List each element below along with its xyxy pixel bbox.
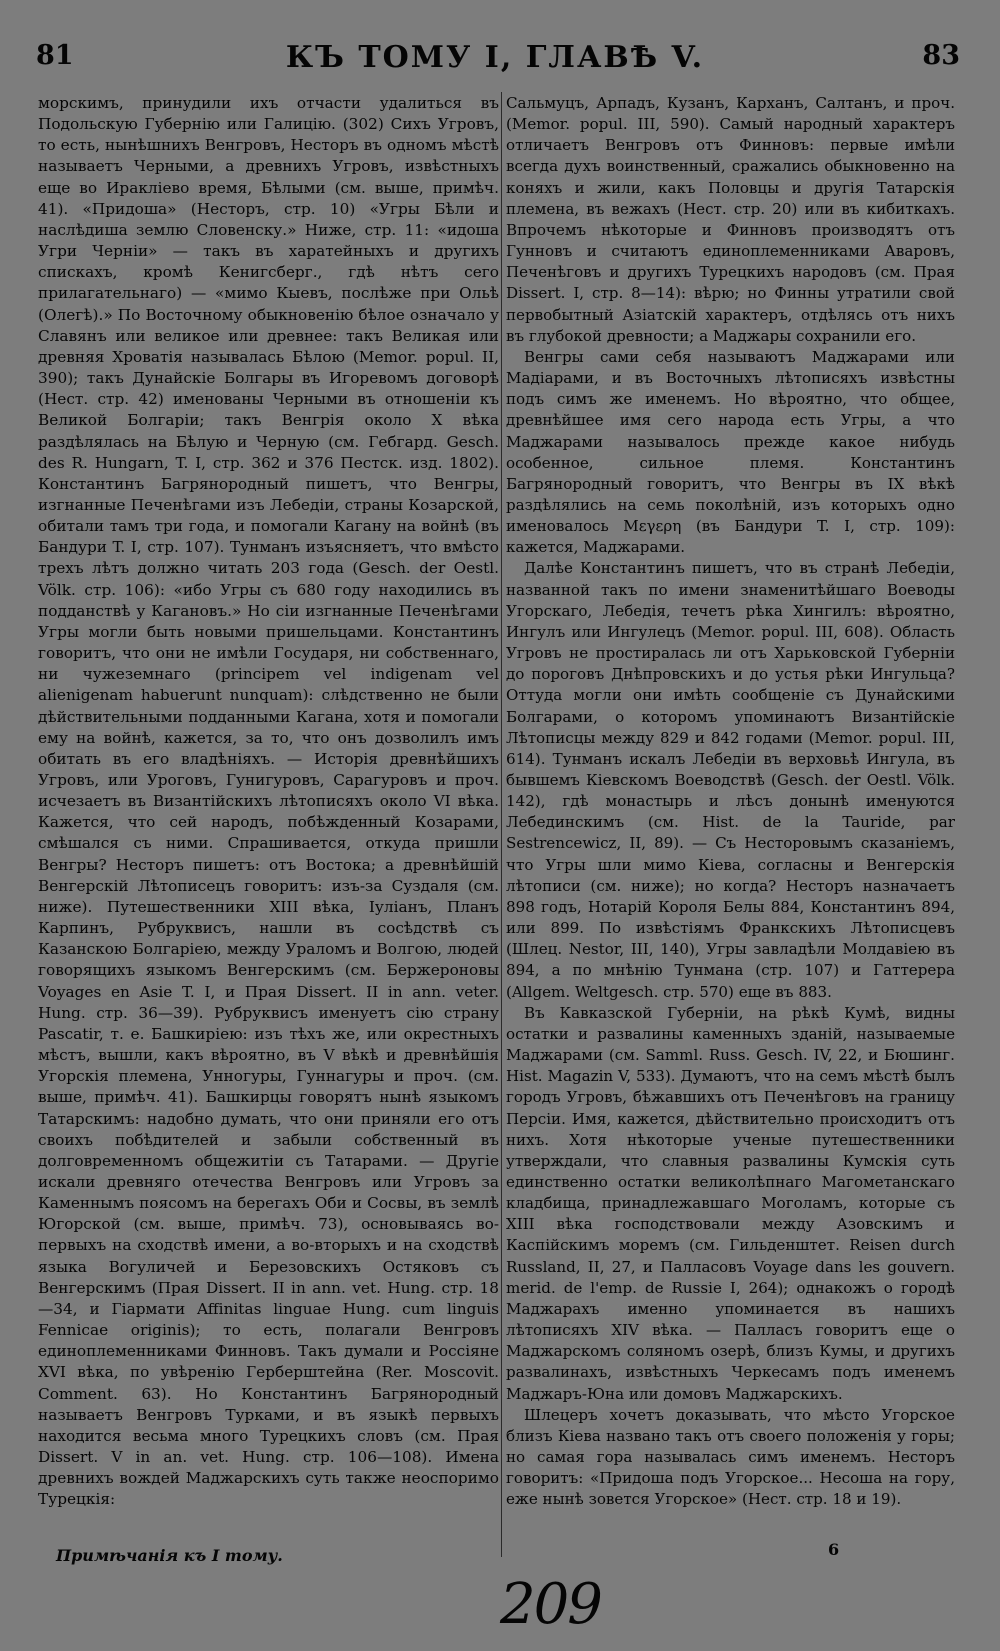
right-paragraph-4: Въ Кавказской Губерніи, на рѣкѣ Кумѣ, видны остатки и развалины каменныхъ зданій, называемые Маджарами (см. Samml. Russ. Gesch. IV, 22, и Бюшинг. Hist. Magazin V, 533). Думаютъ, что на семъ мѣстѣ былъ городъ Угровъ, бѣжавшихъ отъ Печенѣговъ на границу Персіи. Имя, кажется, дѣйствительно происходитъ отъ нихъ. Хотя нѣкоторые ученые путешественники утверждали, что славныя развалины Кумскія суть единственно остатки великолѣпнаго Магометанскаго кладбища, принадлежавшаго Моголамъ, которые съ XIII вѣка господствовали между Азовскимъ и Каспійскимъ моремъ (см. Гильденштет. Reisen durch Russland, II, 27, и Палласовъ Voyage dans les gouvern. merid. de l'emp. de Russie I, 264); однакожъ о городѣ Маджарахъ именно упоминается въ нашихъ лѣтописяхъ XIV вѣка. — Палласъ говоритъ еще о Маджарскомъ соляномъ озерѣ, близъ Кумы, и другихъ развалинахъ, извѣстныхъ Черкесамъ подъ именемъ Маджаръ-Юна или домовъ Маджарскихъ. <box>506 1003 955 1403</box>
page-number-left: 81 <box>36 40 74 71</box>
page-number-right: 83 <box>922 40 960 71</box>
left-column <box>38 93 499 1510</box>
footer-note: Примѣчанія къ I тому. <box>56 1546 283 1565</box>
right-paragraph-3: Далѣе Константинъ пишетъ, что въ странѣ Лебедіи, названной такъ по имени знаменитѣйшаго Воеводы Угорскаго, Лебедія, течетъ рѣка Хингилъ: вѣроятно, Ингулъ или Ингулецъ (Memor. popul. III, 608). Область Угровъ не простиралась ли отъ Харьковской Губерніи до пороговъ Днѣпровскихъ и до устья рѣки Ингульца? Оттуда могли они имѣть сообщеніе съ Дунайскими Болгарами, о которомъ упоминаютъ Византійскіе Лѣтописцы между 829 и 842 годами (Memor. popul. III, 614). Тунманъ искалъ Лебедіи въ верховьѣ Ингула, въ бывшемъ Кіевскомъ Воеводствѣ (Gesch. der Oestl. Völk. 142), гдѣ монастырь и лѣсъ донынѣ именуются Лебединскимъ (см. Hist. de la Tauride, par Sestrencewicz, II, 89). — Съ Несторовымъ сказаніемъ, что Угры шли мимо Кіева, согласны и Венгерскія лѣтописи (см. ниже); но когда? Несторъ назначаетъ 898 годъ, Нотарій Короля Белы 884, Константинъ 894, или 899. По извѣстіямъ Франкскихъ Лѣтописцевъ (Шлец. Nestor, III, 140), Угры завладѣли Молдавіею въ 894, а по мнѣнію Тунмана (стр. 107) и Гаттерера (Allgem. Weltgesch. стр. 570) еще въ 883. <box>506 559 955 1001</box>
left-column-text: морскимъ, принудили ихъ отчасти удалиться въ Подольскую Губернію или Галицію. (302) Сихъ Угровъ, то есть, нынѣшнихъ Венгровъ, Несторъ въ одномъ мѣстѣ называетъ Черными, а древнихъ Угровъ, извѣстныхъ еще во Иракліево время, Бѣлыми (см. выше, примѣч. 41). «Придоша» (Несторъ, стр. 10) «Угры Бѣли и наслѣдиша землю Словенску.» Ниже, стр. 11: «идоша Угри Черніи» — такъ въ харатейныхъ и другихъ спискахъ, кромѣ Кенигсберг., гдѣ нѣтъ сего прилагательнаго) — «мимо Кыевъ, послѣже при Ольѣ (Олегѣ).» По Восточному обыкновенію бѣлое означало у Славянъ или великое или древнее: такъ Великая или древняя Хроватія называлась Бѣлою (Memor. popul. II, 390); такъ Дунайскіе Болгары въ Игоревомъ договорѣ (Нест. стр. 42) именованы Черными въ отношеніи къ Великой Болгаріи; такъ Венгрія около X вѣка раздѣлялась на Бѣлую и Черную (см. Гебгард. Gesch. des R. Hungarn, T. I, стр. 362 и 376 Пестск. изд. 1802). Константинъ Багрянородный пишетъ, что Венгры, изгнанные Печенѣгами изъ Лебедіи, страны Козарской, обитали тамъ три года, и помогали Кагану на войнѣ (въ Бандури T. I, стр. 107). Тунманъ изъясняетъ, что вмѣсто трехъ лѣтъ должно читать 203 года (Gesch. der Oestl. Völk. стр. 106): «ибо Угры съ 680 году находились въ подданствѣ у Кагановъ.» Но сіи изгнанные Печенѣгами Угры могли быть новыми пришельцами. Константинъ говоритъ, что они не имѣли Государя, ни собственнаго, ни чужеземнаго (principem vel indigenam vel alienigenam habuerunt nunquam): слѣдственно не были дѣйствительными подданными Кагана, хотя и помогали ему на войнѣ, кажется, за то, что онъ дозволилъ имъ обитать въ его владѣніяхъ. — Исторія древнѣйшихъ Угровъ, или Уроговъ, Гунигуровъ, Сарагуровъ и проч. исчезаетъ въ Византійскихъ лѣтописяхъ около VI вѣка. Кажется, что сей народъ, побѣжденный Козарами, смѣшался съ ними. Спрашивается, откуда пришли Венгры? Несторъ пишетъ: отъ Востока; а древнѣйшій Венгерскій Лѣтописецъ говоритъ: изъ-за Суздаля (см. ниже). Путешественники XIII вѣка, Іуліанъ, Планъ Карпинъ, Рубруквисъ, нашли въ сосѣдствѣ съ Казанскою Болгаріею, между Ураломъ и Волгою, людей говорящихъ языкомъ Венгерскимъ (см. Бержероновы Voyages en Asie T. I, и Прая Dissert. II in ann. veter. Hung. стр. 36—39). Рубруквисъ именуетъ сію страну Pascatir, т. е. Башкиріею: изъ тѣхъ же, или окрестныхъ мѣстъ, вышли, какъ вѣроятно, въ V вѣкѣ и древнѣйшія Угорскія племена, Унногуры, Гуннагуры и проч. (см. выше, примѣч. 41). Башкирцы говорятъ нынѣ языкомъ Татарскимъ: надобно думать, что они приняли его отъ своихъ побѣдителей и забыли собственный въ долговременномъ общежитіи съ Татарами. — Другіе искали древняго отечества Венгровъ или Угровъ за Каменнымъ поясомъ на берегахъ Оби и Сосвы, въ землѣ Югорской (см. выше, примѣч. 73), основываясь во-первыхъ на сходствѣ имени, а во-вторыхъ и на сходствѣ языка Вогуличей и Березовскихъ Остяковъ съ Венгерскимъ (Прая Dissert. II in ann. vet. Hung. стр. 18—34, и Гіармати Affinitas linguae Hung. cum linguis Fennicae originis); то есть, полагали Венгровъ единоплеменниками Финновъ. Такъ думали и Россіяне XVI вѣка, по увѣренію Герберштейна (Rer. Moscovit. Comment. 63). Но Константинъ Багрянородный называетъ Венгровъ Турками, и въ языкѣ первыхъ находится весьма много Турецкихъ словъ (см. Прая Dissert. V in an. vet. Hung. стр. 106—108). Имена древнихъ вождей Маджарскихъ суть также неоспоримо Турецкія: <box>38 94 499 1509</box>
right-paragraph-5: Шлецеръ хочетъ доказывать, что мѣсто Угорское близъ Кіева названо такъ отъ своего положенія у горы; но самая гора называлась симъ именемъ. Несторъ говоритъ: «Придоша подъ Угорское... Несоша на гору, еже нынѣ зовется Угорское» (Нест. стр. 18 и 19). <box>506 1405 955 1509</box>
page-header <box>30 40 960 80</box>
signature-mark: 6 <box>828 1540 840 1559</box>
handwritten-page-number: 209 <box>500 1572 601 1637</box>
right-paragraph-1: Сальмуцъ, Арпадъ, Кузанъ, Карханъ, Салтанъ, и проч. (Memor. popul. III, 590). Самый народный характеръ отличаетъ Венгровъ отъ Финновъ: первые имѣли всегда духъ воинственный, сражались обыкновенно на коняхъ и жили, какъ Половцы и другія Татарскія племена, въ вежахъ (Нест. стр. 20) или въ кибиткахъ. Впрочемъ нѣкоторые и Финновъ производятъ отъ Гунновъ и считаютъ единоплеменниками Аваровъ, Печенѣговъ и другихъ Турецкихъ народовъ (см. Прая Dissert. I, стр. 8—14): вѣрю; но Финны утратили свой первобытный Азіатскій характеръ, отдѣлясь отъ нихъ въ глубокой древности; а Маджары сохранили его. <box>506 94 955 345</box>
right-paragraph-2: Венгры сами себя называютъ Маджарами или Мадіарами, и въ Восточныхъ лѣтописяхъ извѣстны подъ симъ же именемъ. Но вѣроятно, что общее, древнѣйшее имя сего народа есть Угры, а что Маджарами называлось прежде какое нибудь особенное, сильное племя. Константинъ Багрянородный говоритъ, что Венгры въ IX вѣкѣ раздѣлялись на семь поколѣній, изъ которыхъ одно именовалось Μεγερη (въ Бандури T. I, стр. 109): кажется, Маджарами. <box>506 347 955 557</box>
column-divider <box>501 92 502 1557</box>
right-column <box>506 93 955 1510</box>
running-title: КЪ ТОМУ I, ГЛАВѢ V. <box>285 40 705 75</box>
